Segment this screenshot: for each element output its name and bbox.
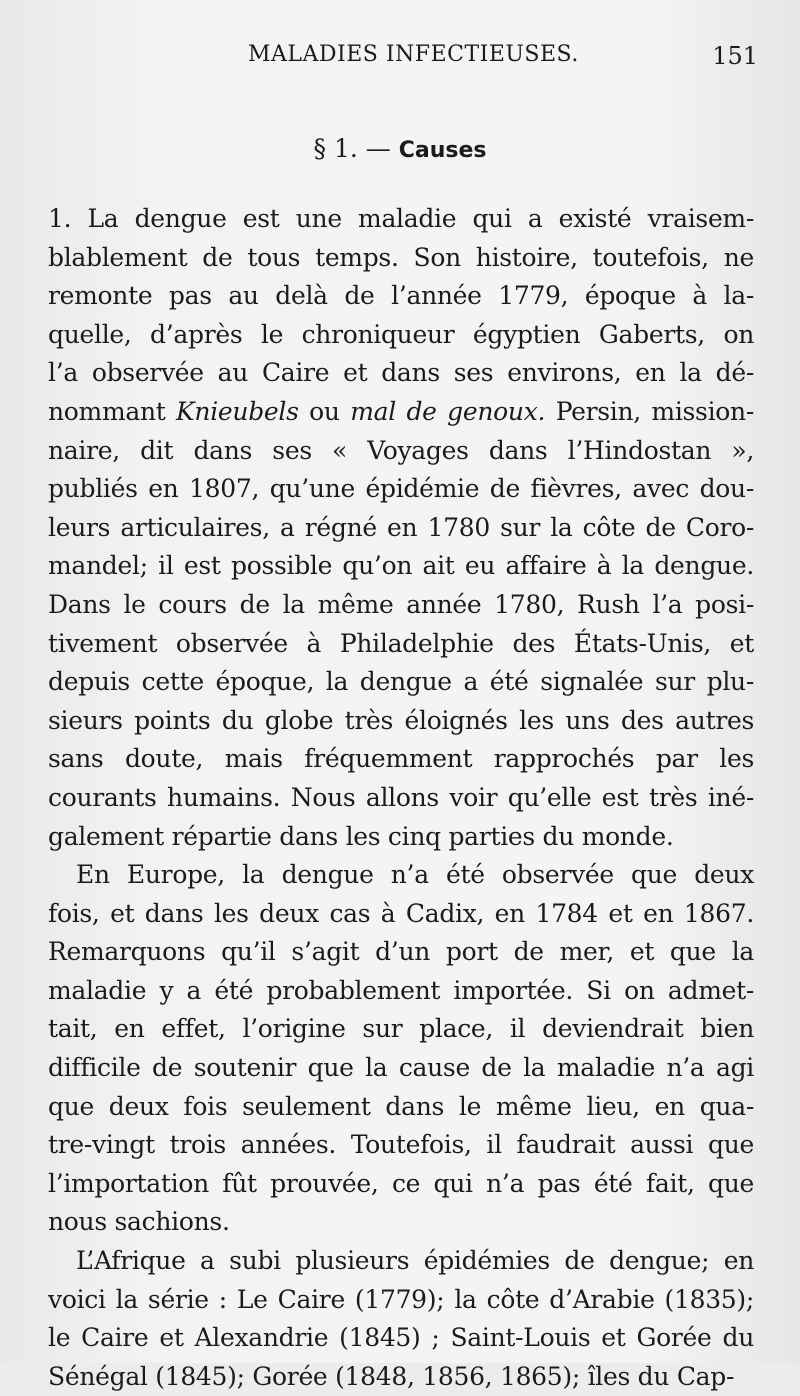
text-line: Dans le cours de la même année 1780, Rush l’a posi-: [48, 589, 754, 619]
text-line: 1. La dengue est une maladie qui a existé vraisem-: [48, 204, 754, 233]
paragraph: [48, 200, 754, 856]
text-line: quelle, d’après le chroniqueur égyptien Gaberts, on: [48, 319, 754, 349]
text-line: courants humains. Nous allons voir qu’elle est très iné-: [48, 782, 754, 812]
text-line: fois, et dans les deux cas à Cadix, en 1784 et en 1867.: [48, 898, 754, 928]
text-line: L’Afrique a subi plusieurs épidémies de dengue; en: [76, 1246, 754, 1276]
body-text: [48, 200, 754, 1396]
italic-term: mal de genoux.: [350, 396, 546, 426]
text-line: nous sachions.: [48, 1207, 230, 1237]
page-number: 151: [712, 42, 758, 70]
text-line: blablement de tous temps. Son histoire, toutefois, ne: [48, 242, 754, 272]
text-line: tivement observée à Philadelphie des États-Unis, et: [48, 628, 754, 658]
text-line: l’a observée au Caire et dans ses environs, en la dé-: [48, 358, 754, 388]
italic-term: Knieubels: [176, 396, 299, 426]
section-name: Causes: [398, 138, 487, 163]
section-number: § 1. —: [313, 134, 391, 163]
text-line: depuis cette époque, la dengue a été signalée sur plu-: [48, 667, 754, 697]
running-head: [58, 42, 758, 78]
text-line: naire, dit dans ses « Voyages dans l’Hindostan »,: [48, 435, 754, 465]
text-line: maladie y a été probablement importée. Si on admet-: [48, 975, 754, 1005]
text-line: voici la série : Le Caire (1779); la côte d’Arabie (1835);: [48, 1284, 754, 1314]
text-line: Sénégal (1845); Gorée (1848, 1856, 1865); îles du Cap-: [48, 1361, 735, 1391]
text-line: nommant Knieubels ou mal de genoux. Persin, mission-: [48, 396, 754, 426]
text-line: publiés en 1807, qu’une épidémie de fièvres, avec dou-: [48, 474, 754, 504]
text-line: tait, en effet, l’origine sur place, il deviendrait bien: [48, 1014, 754, 1044]
text-line: En Europe, la dengue n’a été observée que deux: [76, 860, 754, 890]
text-line: tre-vingt trois années. Toutefois, il faudrait aussi que: [48, 1130, 754, 1160]
text-line: l’importation fût prouvée, ce qui n’a pas été fait, que: [48, 1168, 754, 1198]
running-title: MALADIES INFECTIEUSES.: [248, 42, 579, 67]
section-heading: [0, 134, 800, 163]
text-line: difficile de soutenir que la cause de la maladie n’a agi: [48, 1053, 754, 1083]
text-line: mandel; il est possible qu’on ait eu affaire à la dengue.: [48, 551, 754, 581]
text-line: leurs articulaires, a régné en 1780 sur la côte de Coro-: [48, 512, 754, 542]
text-line: sans doute, mais fréquemment rapprochés par les: [48, 744, 754, 774]
text-line: galement répartie dans les cinq parties du monde.: [48, 821, 674, 851]
text-line: sieurs points du globe très éloignés les uns des autres: [48, 705, 754, 735]
paragraph: [48, 856, 754, 1242]
text-line: le Caire et Alexandrie (1845) ; Saint-Louis et Gorée du: [48, 1323, 754, 1353]
text-line: que deux fois seulement dans le même lieu, en qua-: [48, 1091, 754, 1121]
text-line: Remarquons qu’il s’agit d’un port de mer, et que la: [48, 937, 754, 967]
text-line: remonte pas au delà de l’année 1779, époque à la-: [48, 281, 754, 311]
paragraph: [48, 1242, 754, 1396]
